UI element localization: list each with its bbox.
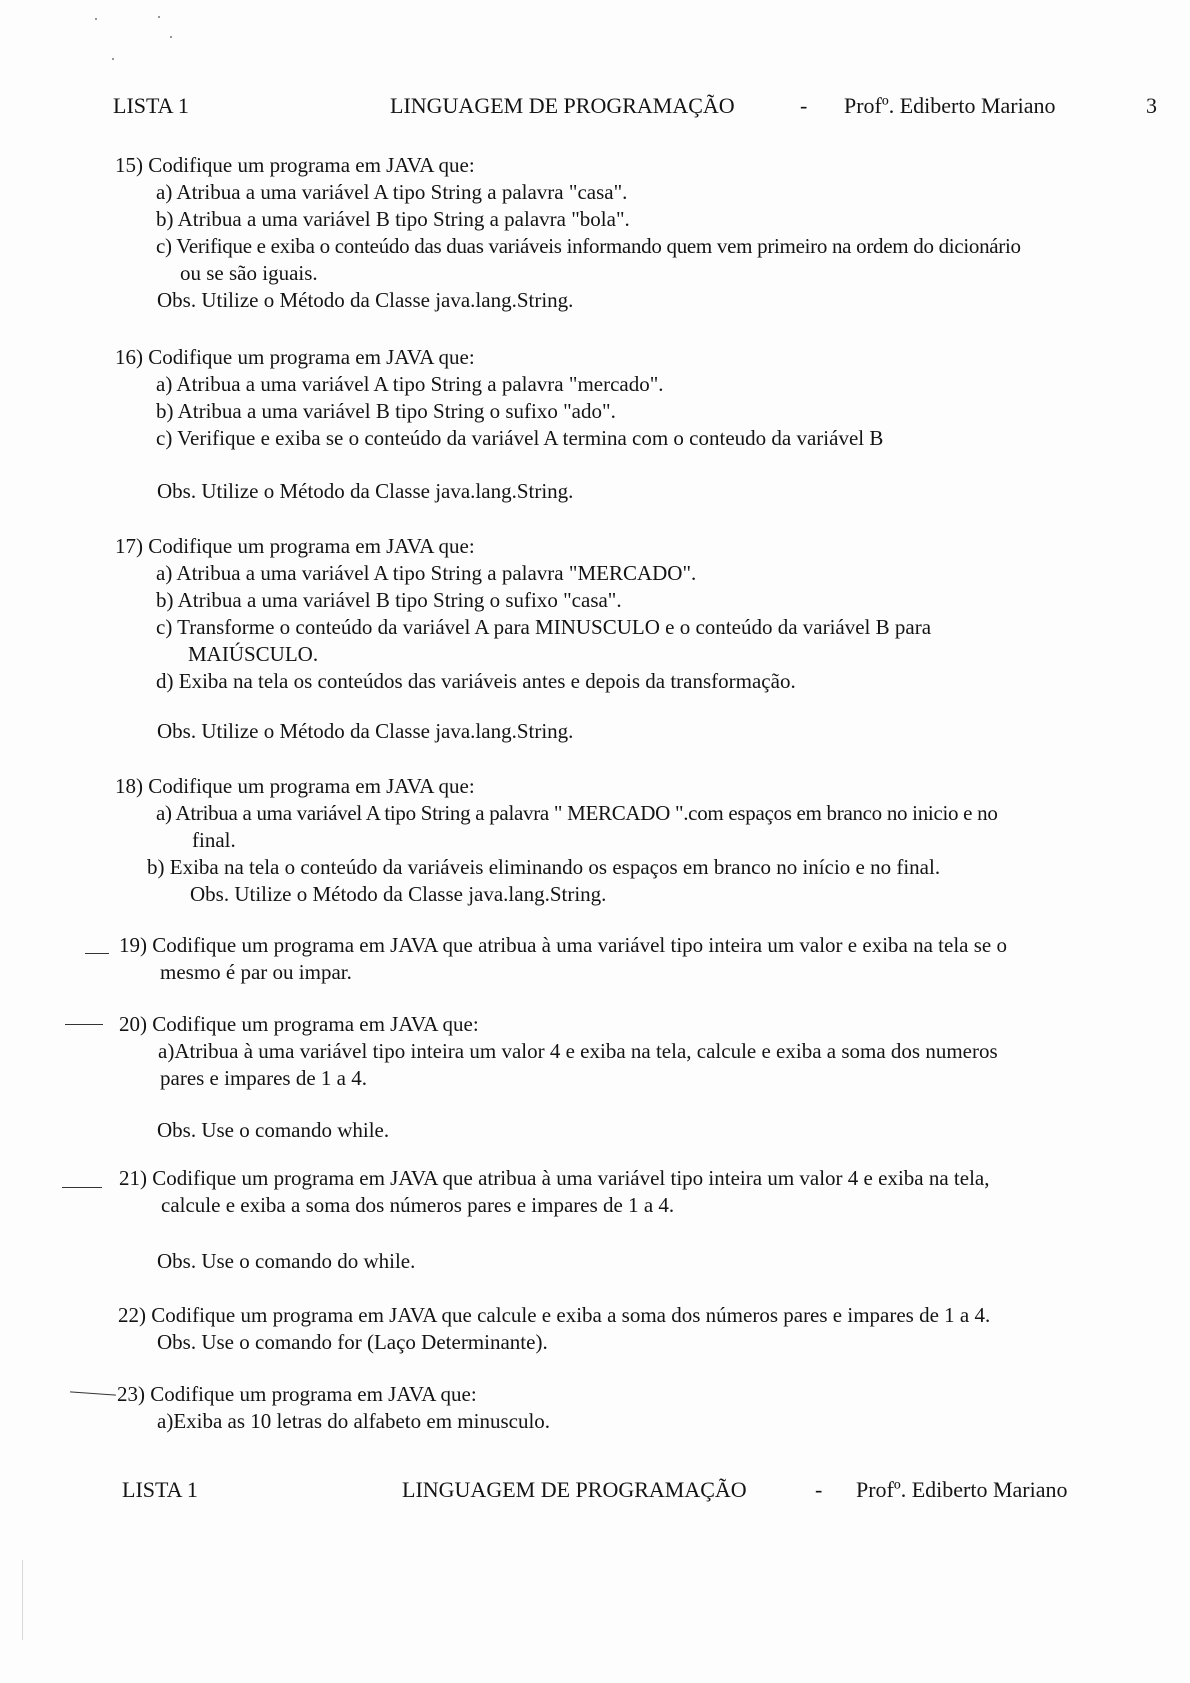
question-18-item-b: b) Exiba na tela o conteúdo da variáveis eliminando os espaços em branco no início e no final. [147, 855, 941, 879]
footer-course-title: LINGUAGEM DE PROGRAMAÇÃO [402, 1477, 747, 1502]
question-23-title: 23) Codifique um programa em JAVA que: [117, 1382, 477, 1406]
question-17-item-a: a) Atribua a uma variável A tipo String a palavra "MERCADO". [156, 561, 697, 585]
scan-speck [112, 58, 114, 60]
question-15-title: 15) Codifique um programa em JAVA que: [115, 153, 475, 177]
question-22-obs: Obs. Use o comando for (Laço Determinante). [157, 1330, 548, 1354]
question-18-obs: Obs. Utilize o Método da Classe java.lang.String. [190, 882, 607, 906]
question-19 [0, 932, 1190, 986]
question-17-obs: Obs. Utilize o Método da Classe java.lang.String. [157, 719, 574, 743]
header-list-label: LISTA 1 [113, 93, 189, 118]
question-16-item-b: b) Atribua a uma variável B tipo String o sufixo "ado". [156, 399, 616, 423]
question-20-item-a-continuation: pares e impares de 1 a 4. [160, 1066, 367, 1090]
question-18-title: 18) Codifique um programa em JAVA que: [115, 774, 475, 798]
question-19-title: 19) Codifique um programa em JAVA que atribua à uma variável tipo inteira um valor e exiba na tela se o [119, 933, 1007, 957]
question-22-title: 22) Codifique um programa em JAVA que calcule e exiba a soma dos números pares e impares de 1 a 4. [118, 1303, 991, 1327]
question-16-obs-block [0, 478, 1190, 505]
question-20-title: 20) Codifique um programa em JAVA que: [119, 1012, 479, 1036]
question-15 [0, 152, 1190, 314]
footer-professor: Profº. Ediberto Mariano [856, 1477, 1068, 1502]
question-17-item-b: b) Atribua a uma variável B tipo String o sufixo "casa". [156, 588, 622, 612]
question-23 [0, 1381, 1190, 1435]
scan-speck [158, 16, 160, 18]
question-17-item-d: d) Exiba na tela os conteúdos das variáveis antes e depois da transformação. [156, 669, 796, 693]
question-20 [0, 1011, 1190, 1092]
question-15-item-b: b) Atribua a uma variável B tipo String a palavra "bola". [156, 207, 630, 231]
scan-speck [95, 18, 97, 20]
question-17 [0, 533, 1190, 695]
question-21 [0, 1165, 1190, 1219]
question-18-item-a-continuation: final. [192, 828, 236, 852]
scan-edge-line [22, 1560, 23, 1640]
footer-list-label: LISTA 1 [122, 1477, 198, 1502]
question-18 [0, 773, 1190, 908]
question-15-obs: Obs. Utilize o Método da Classe java.lang.String. [157, 288, 574, 312]
question-22 [0, 1302, 1190, 1356]
question-21-continuation: calcule e exiba a soma dos números pares e impares de 1 a 4. [161, 1193, 675, 1217]
page-number: 3 [1146, 93, 1157, 118]
question-15-item-a: a) Atribua a uma variável A tipo String a palavra "casa". [156, 180, 628, 204]
question-18-item-a: a) Atribua a uma variável A tipo String a palavra " MERCADO ".com espaços em branco no inicio e no [156, 801, 998, 825]
question-15-item-c: c) Verifique e exiba o conteúdo das duas variáveis informando quem vem primeiro na ordem do dicionário [156, 234, 1021, 258]
question-20-obs: Obs. Use o comando while. [157, 1118, 390, 1142]
question-17-item-c: c) Transforme o conteúdo da variável A para MINUSCULO e o conteúdo da variável B para [156, 615, 932, 639]
question-16-title: 16) Codifique um programa em JAVA que: [115, 345, 475, 369]
header-separator: - [800, 93, 808, 118]
question-16-item-c: c) Verifique e exiba se o conteúdo da variável A termina com o conteudo da variável B [156, 426, 884, 450]
question-17-title: 17) Codifique um programa em JAVA que: [115, 534, 475, 558]
question-21-obs: Obs. Use o comando do while. [157, 1249, 416, 1273]
header-course-title: LINGUAGEM DE PROGRAMAÇÃO [390, 93, 735, 118]
question-19-continuation: mesmo é par ou impar. [160, 960, 352, 984]
question-17-item-c-continuation: MAIÚSCULO. [188, 642, 319, 666]
question-16-item-a: a) Atribua a uma variável A tipo String a palavra "mercado". [156, 372, 664, 396]
question-20-item-a: a)Atribua à uma variável tipo inteira um valor 4 e exiba na tela, calcule e exiba a soma dos numeros [158, 1039, 998, 1063]
question-21-title: 21) Codifique um programa em JAVA que atribua à uma variável tipo inteira um valor 4 e exiba na tela, [119, 1166, 990, 1190]
question-20-obs-block [0, 1117, 1190, 1144]
question-21-obs-block [0, 1248, 1190, 1275]
scan-speck [170, 36, 172, 38]
question-16 [0, 344, 1190, 452]
question-17-obs-block [0, 718, 1190, 745]
header-professor: Profº. Ediberto Mariano [844, 93, 1056, 118]
page-header [0, 92, 1190, 122]
question-23-item-a: a)Exiba as 10 letras do alfabeto em minusculo. [157, 1409, 551, 1433]
page-footer [0, 1476, 1190, 1506]
footer-separator: - [815, 1477, 823, 1502]
question-16-obs: Obs. Utilize o Método da Classe java.lang.String. [157, 479, 574, 503]
question-15-item-c-continuation: ou se são iguais. [180, 261, 318, 285]
